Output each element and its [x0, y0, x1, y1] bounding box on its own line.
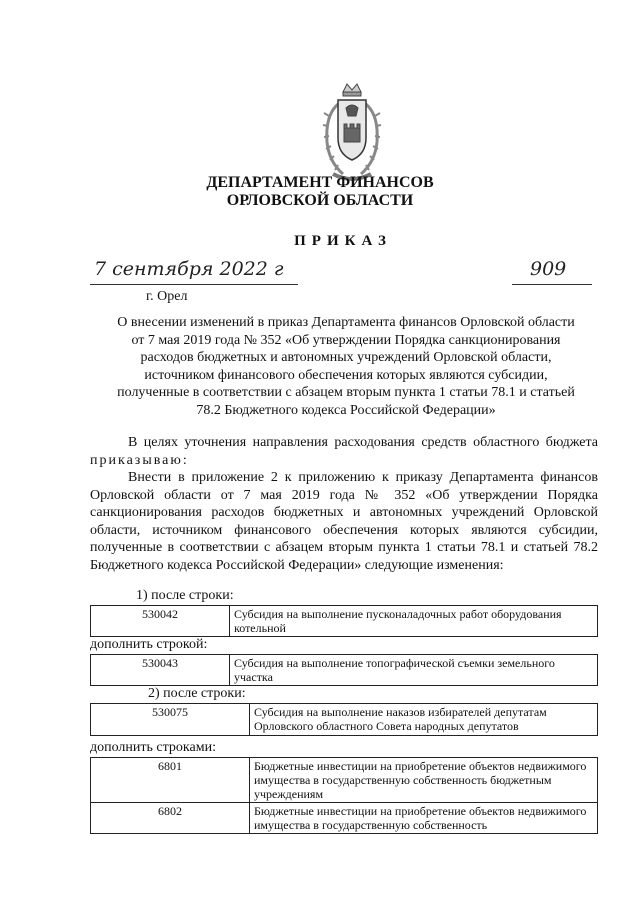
after-row-label-2: 2) после строки:	[148, 686, 246, 701]
after-row-label-1: 1) после строки:	[136, 588, 234, 603]
budget-code-cell: 6802	[91, 803, 250, 834]
point-1-paragraph: Внести в приложение 2 к приложению к приказу Департамента финансов Орловской области от 7 мая 2019 года № 352 «Об утверждении Порядка санкционирования расходов бюджетных и автономных учреждений Орловской области, источником финансового обеспечения которых являются субсидии, полученные в соответствии с абзацем вторым пункта 1 статьи 78.1 и статьей 78.2 Бюджетного кодекса Российской Федерации» следующие изменения:	[90, 470, 598, 573]
subject-line: О внесении изменений в приказ Департамента финансов Орловской области	[117, 315, 575, 330]
table-row	[91, 803, 598, 834]
table-row	[91, 606, 598, 637]
budget-description-cell: Субсидия на выполнение пусконаладочных работ оборудования котельной	[230, 606, 598, 637]
order-subject	[90, 314, 602, 419]
intro-paragraph: В целях уточнения направления расходования средств областного бюджета приказываю:	[90, 435, 598, 468]
table-add-row	[90, 654, 598, 686]
budget-description-cell: Субсидия на выполнение топографической съемки земельного участка	[230, 655, 598, 686]
budget-description-cell: Бюджетные инвестиции на приобретение объектов недвижимого имущества в государственную собственность бюджетным учреждениям	[250, 758, 598, 803]
table-row	[91, 704, 598, 736]
table-add-rows	[90, 757, 598, 834]
handwritten-order-number: 909	[530, 258, 567, 280]
department-name-line2: ОРЛОВСКОЙ ОБЛАСТИ	[226, 192, 414, 209]
budget-description-cell: Субсидия на выполнение наказов избирателей депутатам Орловского областного Совета народных депутатов	[250, 704, 598, 736]
order-title: ПРИКАЗ	[294, 233, 392, 249]
budget-code-cell: 530042	[91, 606, 230, 637]
subject-line: источником финансового обеспечения которых являются субсидии,	[144, 367, 548, 383]
table-row	[91, 655, 598, 686]
budget-code-cell: 530043	[91, 655, 230, 686]
budget-code-cell: 530075	[91, 704, 250, 736]
budget-code-cell: 6801	[91, 758, 250, 803]
command-word: приказываю	[90, 452, 183, 468]
budget-description-cell: Бюджетные инвестиции на приобретение объектов недвижимого имущества в государственную собственность	[250, 803, 598, 834]
table-after-row-2	[90, 703, 598, 736]
subject-line: расходов бюджетных и автономных учреждений Орловской области,	[140, 350, 552, 365]
subject-line: от 7 мая 2019 года № 352 «Об утверждении Порядка санкционирования	[131, 332, 561, 348]
table-row	[91, 758, 598, 803]
add-rows-label: дополнить строками:	[90, 740, 216, 755]
subject-line: полученные в соответствии с абзацем вторым пункта 1 статьи 78.1 и статьей	[117, 385, 575, 400]
department-name-line1: ДЕПАРТАМЕНТ ФИНАНСОВ	[206, 174, 434, 191]
subject-line: 78.2 Бюджетного кодекса Российской Федерации»	[196, 402, 496, 418]
city-label: г. Орел	[146, 289, 188, 304]
table-after-row-1	[90, 605, 598, 637]
add-row-label: дополнить строкой:	[90, 637, 208, 652]
handwritten-date: 7 сентября 2022 г	[94, 258, 284, 280]
